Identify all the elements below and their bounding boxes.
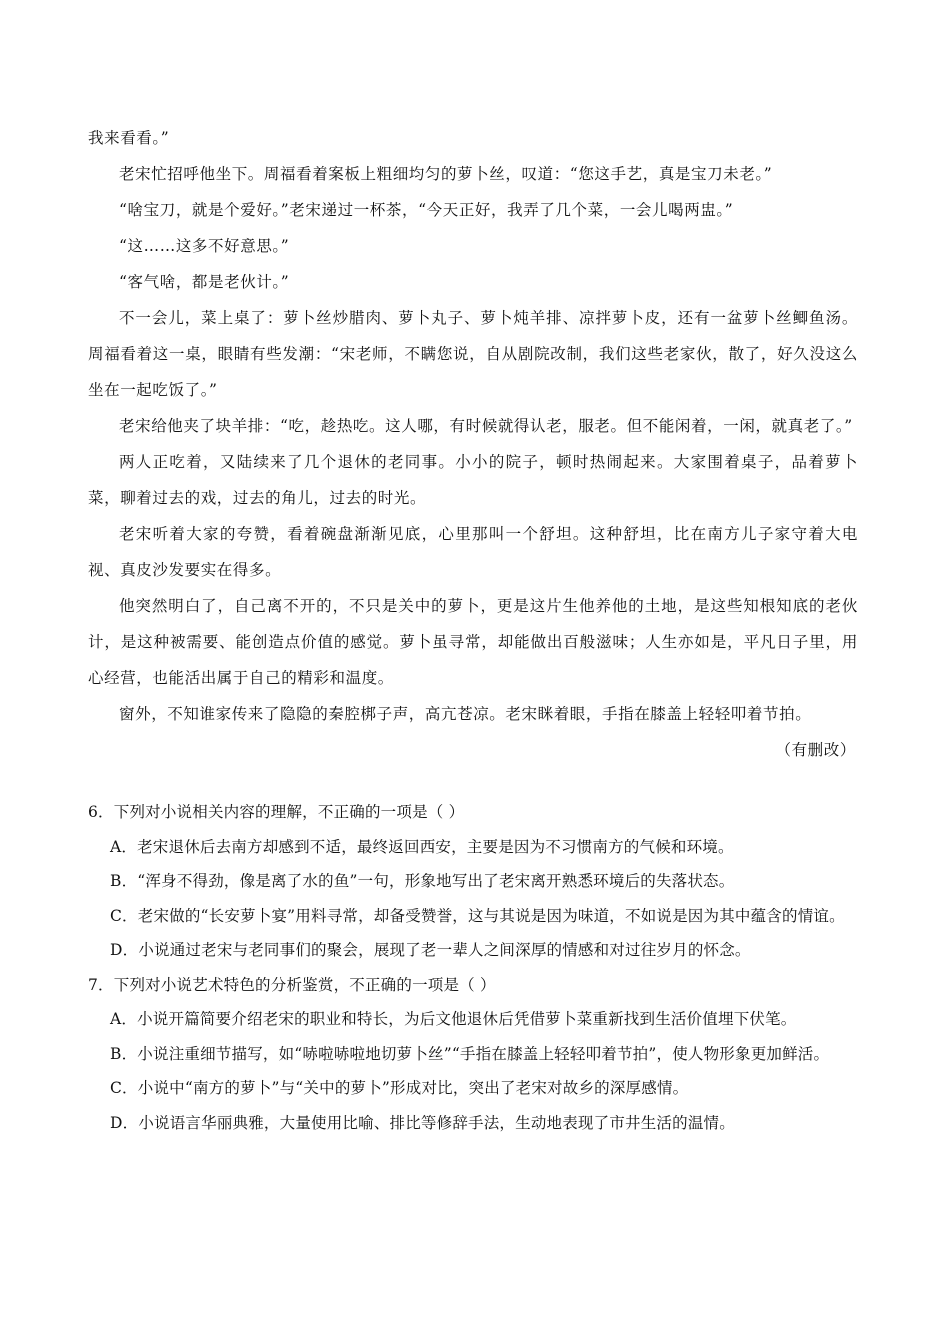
option-b: B．小说注重细节描写，如“哧啦哧啦地切萝卜丝”“手指在膝盖上轻轻叩着节拍”，使人物形象更加鲜活。 bbox=[110, 1044, 830, 1063]
option-d: D．小说通过老宋与老同事们的聚会，展现了老一辈人之间深厚的情感和对过往岁月的怀念。 bbox=[110, 941, 751, 959]
passage-paragraph: 老宋听着大家的夸赞，看着碗盘渐渐见底，心里那叫一个舒坦。这种舒坦，比在南方儿子家守着大电视、真皮沙发要实在得多。 bbox=[88, 525, 858, 579]
option-list bbox=[88, 830, 860, 968]
passage-paragraph: 两人正吃着，又陆续来了几个退休的老同事。小小的院子，顿时热闹起来。大家围着桌子，品着萝卜菜，聊着过去的戏，过去的角儿，过去的时光。 bbox=[88, 453, 858, 507]
passage-paragraph: 老宋给他夹了块羊排：“吃，趁热吃。这人哪，有时候就得认老，服老。但不能闲着，一闲，就真老了。” bbox=[119, 417, 853, 435]
option-c: C．小说中“南方的萝卜”与“关中的萝卜”形成对比，突出了老宋对故乡的深厚感情。 bbox=[110, 1079, 689, 1097]
option-a: A．小说开篇简要介绍老宋的职业和特长，为后文他退休后凭借萝卜菜重新找到生活价值埋下伏笔。 bbox=[110, 1010, 797, 1028]
question-section bbox=[88, 795, 860, 1140]
question-6 bbox=[88, 795, 860, 968]
question-7 bbox=[88, 968, 860, 1141]
passage-paragraph: “这……这多不好意思。” bbox=[119, 237, 290, 255]
option-b: B．“浑身不得劲，像是离了水的鱼”一句，形象地写出了老宋离开熟悉环境后的失落状态。 bbox=[110, 872, 735, 890]
option-list bbox=[88, 1002, 860, 1140]
question-stem: 6．下列对小说相关内容的理解，不正确的一项是（ ） bbox=[88, 803, 465, 821]
question-stem: 7．下列对小说艺术特色的分析鉴赏，不正确的一项是（ ） bbox=[88, 975, 496, 994]
passage-paragraph: 窗外，不知谁家传来了隐隐的秦腔梆子声，高亢苍凉。老宋眯着眼，手指在膝盖上轻轻叩着节拍。 bbox=[119, 705, 812, 723]
passage-paragraph: 老宋忙招呼他坐下。周福看着案板上粗细均匀的萝卜丝，叹道：“您这手艺，真是宝刀未老。” bbox=[119, 165, 773, 183]
passage-paragraph: 他突然明白了，自己离不开的，不只是关中的萝卜，更是这片生他养他的土地，是这些知根知底的老伙计，是这种被需要、能创造点价值的感觉。萝卜虽寻常，却能做出百般滋味；人生亦如是，平凡日子里，用心经营，也能活出属于自己的精彩和温度。 bbox=[88, 597, 858, 687]
passage-paragraph: “客气啥，都是老伙计。” bbox=[119, 273, 290, 291]
passage-paragraph: “啥宝刀，就是个爱好。”老宋递过一杯茶，“今天正好，我弄了几个菜，一会儿喝两盅。” bbox=[119, 201, 734, 219]
source-note: （有删改） bbox=[775, 741, 856, 759]
passage-paragraph: 我来看看。” bbox=[88, 129, 170, 147]
option-d: D．小说语言华丽典雅，大量使用比喻、排比等修辞手法，生动地表现了市井生活的温情。 bbox=[110, 1113, 735, 1132]
story-passage bbox=[88, 120, 858, 768]
option-c: C．老宋做的“长安萝卜宴”用料寻常，却备受赞誉，这与其说是因为味道，不如说是因为其中蕴含的情谊。 bbox=[110, 906, 845, 925]
passage-paragraph: 不一会儿，菜上桌了：萝卜丝炒腊肉、萝卜丸子、萝卜炖羊排、凉拌萝卜皮，还有一盆萝卜丝鲫鱼汤。周福看着这一桌，眼睛有些发潮：“宋老师，不瞒您说，自从剧院改制，我们这些老家伙，散了，好久没这么坐在一起吃饭了。” bbox=[88, 309, 858, 399]
option-a: A．老宋退休后去南方却感到不适，最终返回西安，主要是因为不习惯南方的气候和环境。 bbox=[110, 837, 734, 856]
